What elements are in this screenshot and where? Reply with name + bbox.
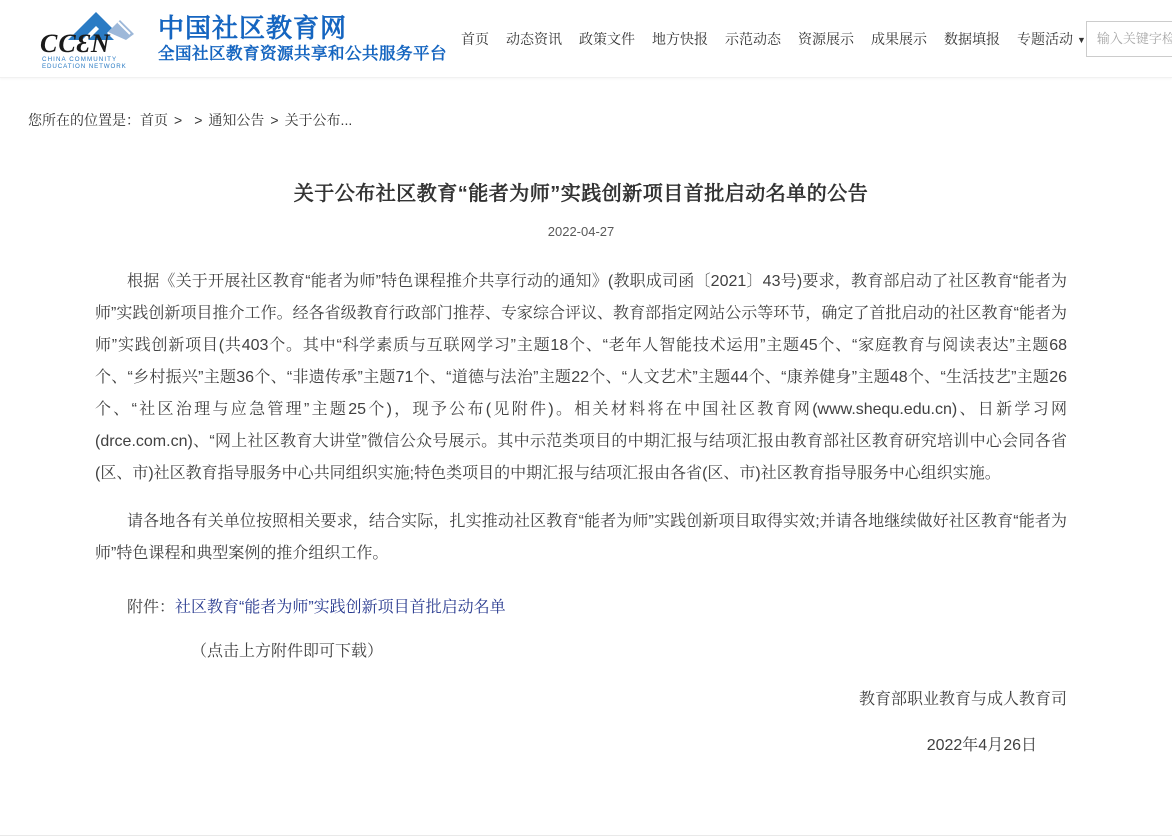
nav-item-6[interactable]: 资源展示 [798,30,854,47]
article-paragraph-2: 请各地各有关单位按照相关要求，结合实际，扎实推动社区教育“能者为师”实践创新项目取得实效;并请各地继续做好社区教育“能者为师”特色课程和典型案例的推介组织工作。 [95,513,1067,562]
site-logo[interactable] [38,6,447,72]
breadcrumb-item-1[interactable]: 首页 [140,112,168,128]
attachment-note: （点击上方附件即可下载） [191,643,384,660]
nav-item-9[interactable]: 专题活动 ▼ [1017,30,1086,47]
search-input[interactable] [1086,21,1172,57]
article-signature: 教育部职业教育与成人教育司 [858,691,1067,708]
nav-item-2[interactable]: 动态资讯 [506,30,562,47]
site-title: 中国社区教育网 [158,12,348,43]
logo-caption-1: CHINA COMMUNITY [42,55,118,63]
main-nav [461,29,1086,49]
breadcrumb-separator: > [270,112,279,128]
nav-item-1[interactable]: 首页 [461,30,489,47]
footer-divider [0,835,1172,836]
ccen-logo-icon [38,6,150,72]
nav-item-4[interactable]: 地方快报 [652,30,708,47]
svg-text:CCƐN: CCƐN [40,28,111,58]
site-subtitle: 全国社区教育资源共享和公共服务平台 [158,44,447,63]
article-paragraph-1: 根据《关于开展社区教育“能者为师”特色课程推介共享行动的通知》(教职成司函〔2021〕43号)要求，教育部启动了社区教育“能者为师”实践创新项目推介工作。经各省级教育行政部门推荐、专家综合评议、教育部指定网站公示等环节，确定了首批启动的社区教育“能者为师”实践创新项目(共403个。其中“科学素质与互联网学习”主题18个、“老年人智能技术运用”主题45个、“家庭教育与阅读表达”主题68个、“乡村振兴”主题36个、“非遗传承”主题71个、“道德与法治”主题22个、“人文艺术”主题44个、“康养健身”主题48个、“生活技艺”主题26个、“社区治理与应急管理”主题25个)，现予公布(见附件)。相关材料将在中国社区教育网(www.shequ.edu.cn)、日新学习网(drce.com.cn)、“网上社区教育大讲堂”微信公众号展示。其中示范类项目的中期汇报与结项汇报由教育部社区教育研究培训中心会同各省(区、市)社区教育指导服务中心共同组织实施;特色类项目的中期汇报与结项汇报由各省(区、市)社区教育指导服务中心组织实施。 [95,273,1067,482]
article [95,180,1067,762]
breadcrumb [28,110,1172,130]
breadcrumb-separator: > [174,112,183,128]
breadcrumb-item-4[interactable]: 关于公布... [284,112,353,128]
article-title: 关于公布社区教育“能者为师”实践创新项目首批启动名单的公告 [293,183,869,205]
attachment-link[interactable]: 社区教育“能者为师”实践创新项目首批启动名单 [175,599,506,616]
breadcrumb-item-3[interactable]: 通知公告 [208,112,265,128]
article-sign-date: 2022年4月26日 [926,737,1037,754]
nav-item-7[interactable]: 成果展示 [871,30,927,47]
nav-item-3[interactable]: 政策文件 [579,30,635,47]
nav-item-5[interactable]: 示范动态 [725,30,781,47]
search-box [1086,21,1172,57]
logo-caption-2: EDUCATION NETWORK [42,62,127,70]
breadcrumb-items [140,112,352,128]
attachment-label: 附件： [127,599,176,616]
site-header [0,0,1172,78]
breadcrumb-separator: > [194,112,203,128]
article-date: 2022-04-27 [547,224,615,239]
attachment-line [95,592,1067,624]
chevron-down-icon: ▼ [1077,34,1086,45]
breadcrumb-prefix: 您所在的位置是： [28,112,140,128]
nav-item-8[interactable]: 数据填报 [944,30,1000,47]
